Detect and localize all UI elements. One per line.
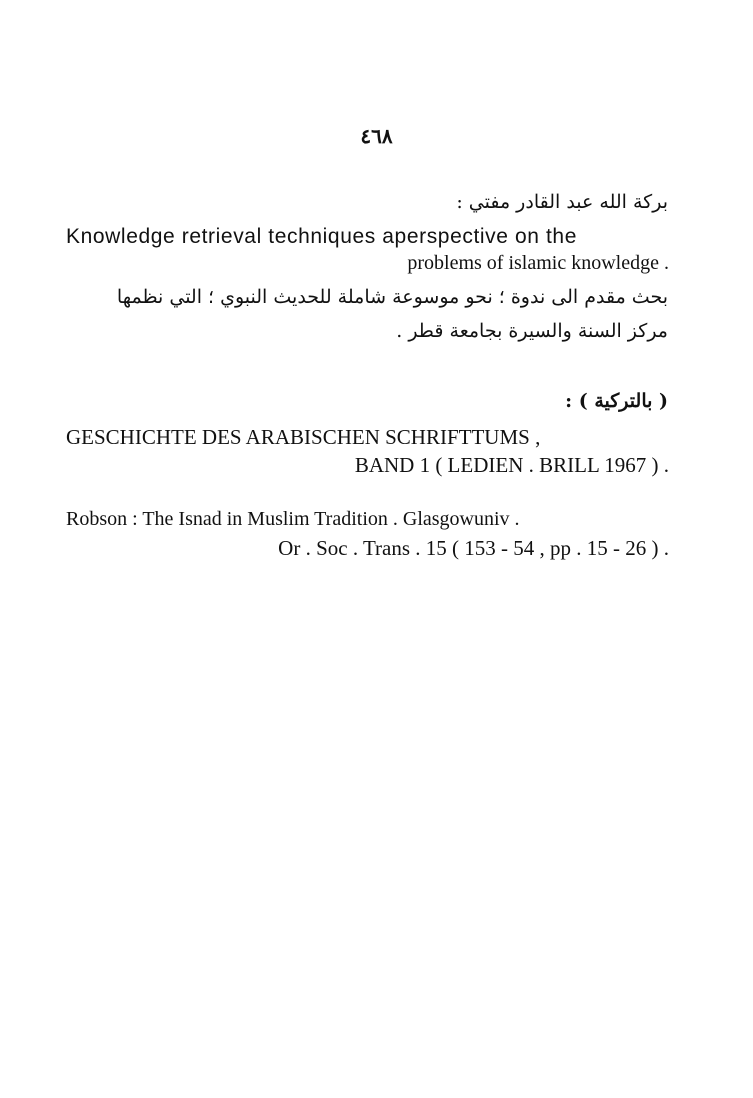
sezgin-reference-line-1: GESCHICHTE DES ARABISCHEN SCHRIFTTUMS , <box>66 425 541 449</box>
robson-reference-line-2: Or . Soc . Trans . 15 ( 153 - 54 , pp . 15 - 26 ) . <box>278 536 669 560</box>
english-title-line-2: problems of islamic knowledge . <box>407 252 669 274</box>
turkish-section-heading: ( بالتركية ) : <box>565 390 668 412</box>
sezgin-reference-line-2: BAND 1 ( LEDIEN . BRILL 1967 ) . <box>354 453 669 477</box>
page-number: ٤٦٨ <box>360 124 393 148</box>
arabic-note-line-1: بحث مقدم الى ندوة ؛ نحو موسوعة شاملة للحديث النبوي ؛ التي نظمها <box>116 286 668 308</box>
arabic-note-line-2: مركز السنة والسيرة بجامعة قطر . <box>396 320 668 342</box>
robson-reference-line-1: Robson : The Isnad in Muslim Tradition . Glasgowuniv . <box>66 508 520 530</box>
author-name-arabic: بركة الله عبد القادر مفتي : <box>456 191 668 213</box>
english-title-line-1: Knowledge retrieval techniques aperspective on the <box>66 225 577 248</box>
